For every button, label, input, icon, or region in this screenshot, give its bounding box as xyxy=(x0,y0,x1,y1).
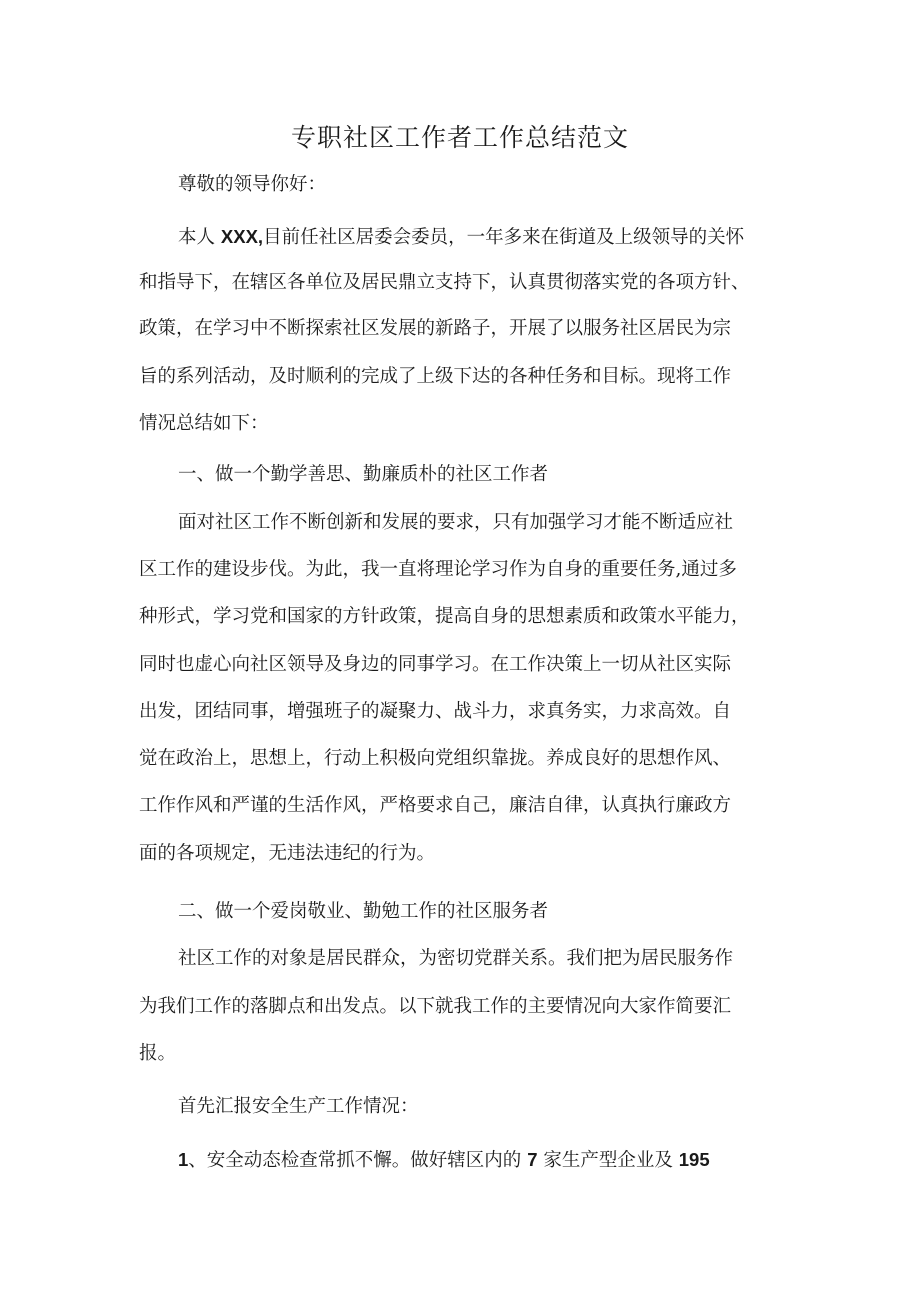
para3-line2: 为我们工作的落脚点和出发点。以下就我工作的主要情况向大家作简要汇 xyxy=(139,996,732,1017)
para1-line4: 旨的系列活动，及时顺利的完成了上级下达的各种任务和目标。现将工作 xyxy=(139,366,732,387)
para4: 首先汇报安全生产工作情况： xyxy=(178,1096,419,1117)
para3-line1: 社区工作的对象是居民群众，为密切党群关系。我们把为居民服务作 xyxy=(178,948,734,969)
para1-prefix: 本人 xyxy=(178,227,221,248)
para2-line5: 出发，团结同事，增强班子的凝聚力、战斗力，求真务实，力求高效。自 xyxy=(139,701,732,722)
list-item-number: 1 xyxy=(178,1149,189,1170)
para2-line8: 面的各项规定，无违法违纪的行为。 xyxy=(139,843,436,864)
para2-line3: 种形式，学习党和国家的方针政策，提高自身的思想素质和政策水平能力， xyxy=(139,606,750,627)
list-item-text-b: 家生产型企业及 xyxy=(537,1150,679,1171)
para2-line7: 工作作风和严谨的生活作风，严格要求自己，廉洁自律，认真执行廉政方 xyxy=(139,795,732,816)
document-title: 专职社区工作者工作总结范文 xyxy=(290,123,629,152)
para3-line3: 报。 xyxy=(139,1043,177,1064)
para2-line2: 区工作的建设步伐。为此，我一直将理论学习作为自身的重要任务,通过多 xyxy=(139,559,737,580)
enterprise-count: 7 xyxy=(527,1149,538,1170)
para1-line3: 政策，在学习中不断探索社区发展的新路子，开展了以服务社区居民为宗 xyxy=(139,318,732,339)
name-placeholder: XXX, xyxy=(220,226,264,247)
para1-line1-rest: 目前任社区居委会委员，一年多来在街道及上级领导的关怀 xyxy=(263,227,745,248)
para2-line1: 面对社区工作不断创新和发展的要求，只有加强学习才能不断适应社 xyxy=(178,512,734,533)
para2-line6: 觉在政治上，思想上，行动上积极向党组织靠拢。养成良好的思想作风、 xyxy=(139,748,732,769)
second-count: 195 xyxy=(678,1149,710,1170)
para1-line5: 情况总结如下： xyxy=(139,413,269,434)
salutation: 尊敬的领导你好： xyxy=(178,174,327,195)
list-item-text-a: 、安全动态检查常抓不懈。做好辖区内的 xyxy=(188,1150,528,1171)
list-item-1 xyxy=(178,1145,710,1176)
para2-line4: 同时也虚心向社区领导及身边的同事学习。在工作决策上一切从社区实际 xyxy=(139,654,732,675)
section-heading-1: 一、做一个勤学善思、勤廉质朴的社区工作者 xyxy=(178,464,549,485)
para1-line2: 和指导下，在辖区各单位及居民鼎立支持下，认真贯彻落实党的各项方针、 xyxy=(139,272,750,293)
para1-line1 xyxy=(178,222,744,253)
section-heading-2: 二、做一个爱岗敬业、勤勉工作的社区服务者 xyxy=(178,901,549,922)
